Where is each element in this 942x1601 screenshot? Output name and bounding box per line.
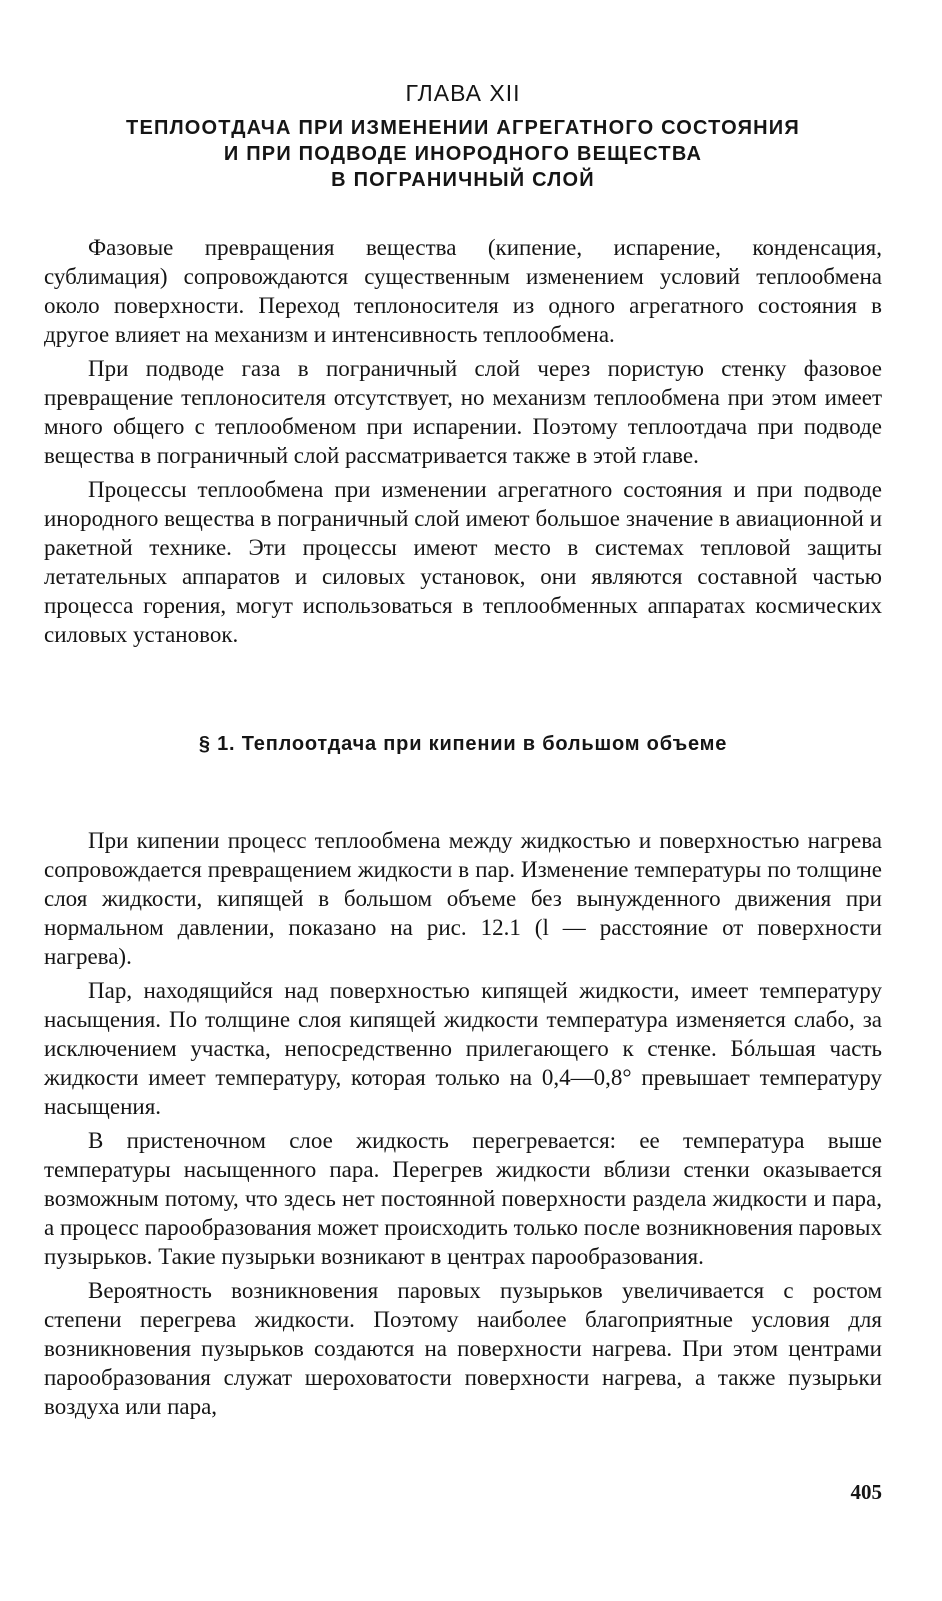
book-page	[44, 0, 882, 1601]
chapter-title-line: В ПОГРАНИЧНЫЙ СЛОЙ	[331, 169, 595, 191]
chapter-label: ГЛАВА XII	[405, 80, 521, 106]
paragraph: Процессы теплообмена при изменении агрегатного состояния и при подводе инородного вещества в пограничный слой имеют большое значение в авиационной и ракетной технике. Эти процессы имеют место в системах тепловой защиты летательных аппаратов и силовых установок, они являются составной частью процесса горения, могут использоваться в теплообменных аппаратах космических силовых установок.	[44, 477, 882, 647]
chapter-title	[44, 115, 882, 193]
section-text	[44, 826, 882, 1426]
page-number: 405	[850, 1480, 882, 1504]
chapter-title-line: ТЕПЛООТДАЧА ПРИ ИЗМЕНЕНИИ АГРЕГАТНОГО СОСТОЯНИЯ	[126, 117, 800, 139]
paragraph: Фазовые превращения вещества (кипение, испарение, конденсация, сублимация) сопровождаются существенным изменением условий теплообмена около поверхности. Переход теплоносителя из одного агрегатного состояния в другое влияет на механизм и интенсивность теплообмена.	[44, 235, 882, 347]
paragraph: При подводе газа в пограничный слой через пористую стенку фазовое превращение теплоносителя отсутствует, но механизм теплообмена при этом имеет много общего с теплообменом при испарении. Поэтому теплоотдача при подводе вещества в пограничный слой рассматривается также в этой главе.	[44, 356, 882, 468]
paragraph: Пар, находящийся над поверхностью кипящей жидкости, имеет температуру насыщения. По толщине слоя кипящей жидкости температура изменяется слабо, за исключением участка, непосредственно прилегающего к стенке. Бóльшая часть жидкости имеет температуру, которая только на 0,4—0,8° превышает температуру насыщения.	[44, 978, 882, 1119]
section-heading: § 1. Теплоотдача при кипении в большом объеме	[198, 733, 728, 755]
paragraph: Вероятность возникновения паровых пузырьков увеличивается с ростом степени перегрева жидкости. Поэтому наиболее благоприятные условия для возникновения пузырьков создаются на поверхности нагрева. При этом центрами парообразования служат шероховатости поверхности нагрева, а также пузырьки воздуха или пара,	[44, 1278, 882, 1419]
paragraph: В пристеночном слое жидкость перегревается: ее температура выше температуры насыщенного пара. Перегрев жидкости вблизи стенки оказывается возможным потому, что здесь нет постоянной поверхности раздела жидкости и пара, а процесс парообразования может происходить только после возникновения паровых пузырьков. Такие пузырьки возникают в центрах парообразования.	[44, 1128, 882, 1269]
intro-text	[44, 233, 882, 654]
chapter-title-line: И ПРИ ПОДВОДЕ ИНОРОДНОГО ВЕЩЕСТВА	[223, 143, 703, 165]
paragraph: При кипении процесс теплообмена между жидкостью и поверхностью нагрева сопровождается превращением жидкости в пар. Изменение температуры по толщине слоя жидкости, кипящей в большом объеме без вынужденного движения при нормальном давлении, показано на рис. 12.1 (l — расстояние от поверхности нагрева).	[44, 828, 882, 969]
